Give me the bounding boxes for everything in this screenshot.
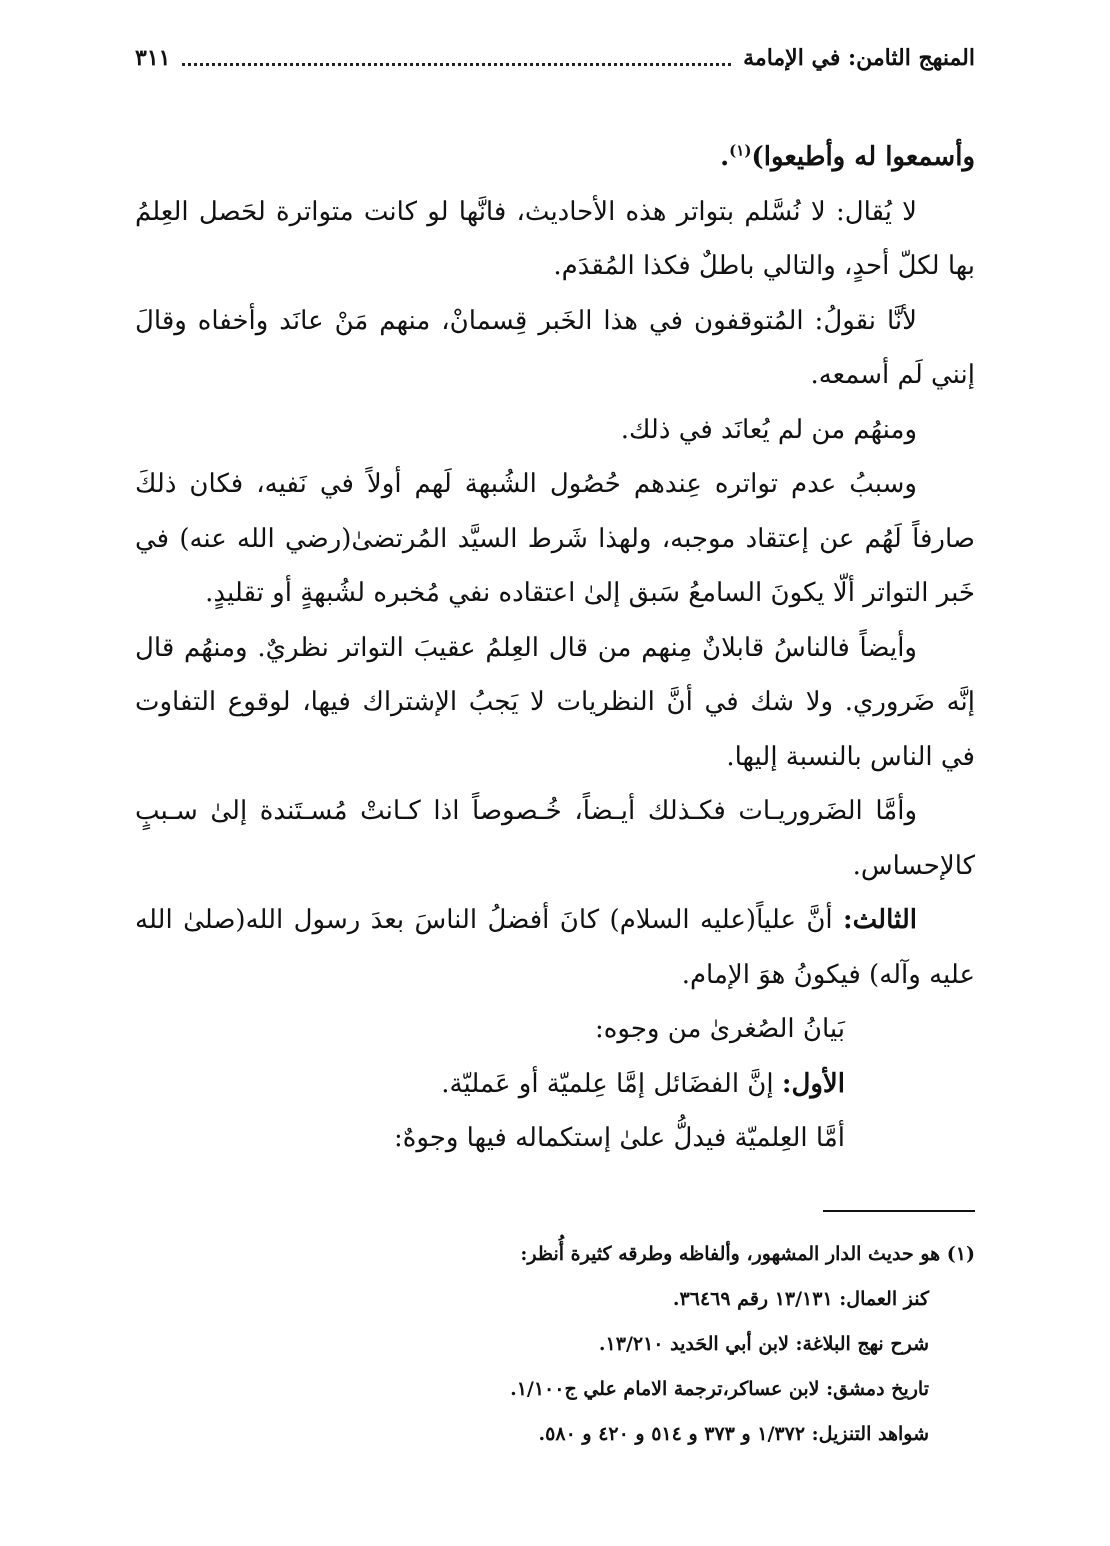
footnote-divider bbox=[823, 1210, 975, 1212]
footnote-ref: (١) bbox=[729, 141, 752, 160]
paragraph-7: وأمَّا الضَروريـات فكـذلك أيـضاً، خُـصوصاً اذا كـانتْ مُسـتَندة إلىٰ سـببٍ كالإحساس. bbox=[135, 796, 975, 881]
paragraph-6: وأيضاً فالناسُ قابلانٌ مِنهم من قال العِلمُ عقيبَ التواتر نظريٌ. ومنهُم قال إنَّه ضَروري. ولا شك في أنَّ النظريات لا يَجبُ الإشتراك فيها، لوقوع التفاوت في الناس بالنسبة إليها. bbox=[135, 632, 975, 772]
leader-dots bbox=[182, 63, 731, 66]
paragraph-3: لأنَّا نقولُ: المُتوقفون في هذا الخَبر قِسمانْ، منهم مَنْ عانَد وأخفاه وقالَ إنني لَم أسمعه. bbox=[135, 305, 975, 390]
paragraph-11: أمَّا العِلميّة فيدلُّ علىٰ إستكماله فيها وجوهٌ: bbox=[393, 1123, 845, 1153]
running-header bbox=[135, 38, 975, 78]
paragraph-2: لا يُقال: لا نُسَّلم بتواتر هذه الأحاديث، فانَّها لو كانت متواترة لحَصل العِلمُ بها لكلّ أحدٍ، والتالي باطلٌ فكذا المُقدَم. bbox=[135, 196, 975, 281]
p1-end: . bbox=[720, 142, 730, 172]
paragraph-5: وسببُ عدم تواتره عِندهم حُصُول الشُبهة لَهم أولاً في نَفيه، فكان ذلكَ صارفاً لَهُم عن إعتقاد موجبه، ولهذا شَرط السيَّد المُرتضىٰ(رضي الله عنه) في خَبر التواتر ألّا يكونَ السامعُ سَبق إلىٰ اعتقاده نفي مُخبره لشُبهةٍ أو تقليدٍ. bbox=[135, 469, 975, 608]
chapter-title: المنهج الثامن: في الإمامة bbox=[743, 45, 975, 71]
main-text bbox=[135, 130, 975, 1166]
footnote-line-3: شرح نهج البلاغة: لابن أبي الحَديد ١٣/٢١٠. bbox=[598, 1333, 929, 1355]
p10-text: إنَّ الفضَائل إمَّا عِلميّة أو عَمليّة. bbox=[441, 1068, 782, 1099]
p8-label: الثالث: bbox=[843, 905, 917, 935]
footnote-1: (١) هو حديث الدار المشهور، وألفاظه وطرقه كثيرة أُنظر: bbox=[520, 1243, 975, 1265]
paragraph-9: بَيانُ الصُغرىٰ من وجوه: bbox=[595, 1014, 845, 1044]
paragraph-4: ومنهُم من لم يُعانَد في ذلك. bbox=[620, 414, 917, 445]
paragraph-1 bbox=[135, 130, 975, 185]
footnote-line-4: تاريخ دمشق: لابن عساكر،ترجمة الامام علي ج١/١٠٠. bbox=[510, 1378, 929, 1400]
p1-text: وأسمعوا له وأطيعوا) bbox=[751, 142, 975, 172]
paragraph-8 bbox=[135, 893, 975, 1002]
footnotes bbox=[135, 1232, 975, 1457]
paragraph-10 bbox=[135, 1057, 975, 1112]
footnote-line-5: شواهد التنزيل: ١/٣٧٢ و ٣٧٣ و ٥١٤ و ٤٢٠ و ٥٨٠. bbox=[538, 1423, 929, 1445]
footnote-line-2: كنز العمال: ١٣/١٣١ رقم ٣٦٤٦٩. bbox=[672, 1288, 929, 1310]
p8-text: أنَّ علياً(عليه السلام) كانَ أفضلُ الناسَ بعدَ رسول الله(صلىٰ الله عليه وآله) فيكونُ هوَ الإمام. bbox=[135, 905, 975, 990]
page-number: ٣١١ bbox=[135, 45, 171, 71]
p10-label: الأول: bbox=[781, 1068, 845, 1099]
